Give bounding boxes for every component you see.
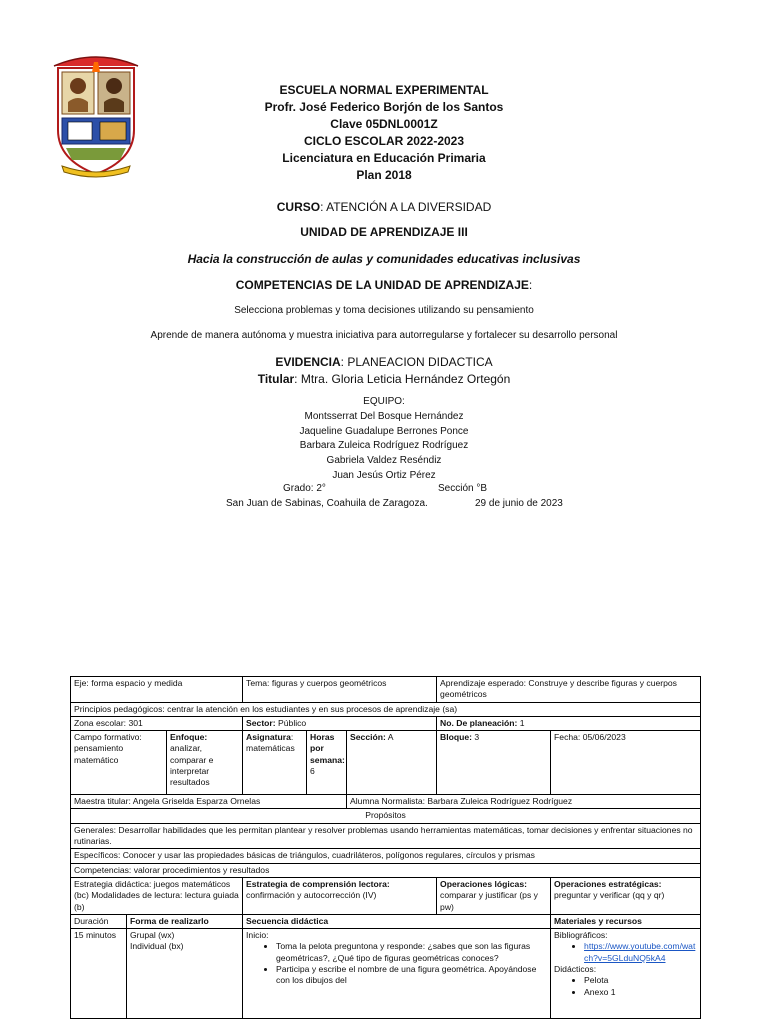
course-label: CURSO — [276, 200, 321, 214]
seccion-value: A — [385, 732, 394, 743]
cell-fecha: Fecha: 05/06/2023 — [551, 731, 701, 795]
cell-competencias: Competencias: valorar procedimientos y resultados — [71, 863, 701, 877]
bloque-label: Bloque: — [440, 732, 473, 743]
inicio-label: Inicio: — [246, 930, 269, 941]
cell-zona: Zona escolar: 301 — [71, 716, 243, 730]
cell-comprension — [243, 877, 437, 914]
school-director: Profr. José Federico Borjón de los Santos — [264, 100, 504, 114]
cell-generales: Generales: Desarrollar habilidades que les permitan plantear y resolver problemas usando herramientas matemáticas, tomar decisiones y enfrentar situaciones no rutinarias. — [71, 823, 701, 849]
comprension-value: confirmación y autocorrección (IV) — [246, 890, 377, 901]
youtube-link[interactable]: https://www.youtube.com/watch?v=5GLduNQ5kA4 — [584, 941, 696, 963]
school-cycle: CICLO ESCOLAR 2022-2023 — [303, 134, 465, 148]
cell-op-logicas — [437, 877, 551, 914]
list-item — [584, 941, 697, 964]
cell-maestra: Maestra titular: Angela Griselda Esparza Ornelas — [71, 795, 347, 809]
oplogicas-value: comparar y justificar (ps y pw) — [440, 890, 538, 912]
asignatura-label: Asignatura — [246, 732, 291, 743]
competencies-title-text: COMPETENCIAS DE LA UNIDAD DE APRENDIZAJE — [235, 278, 529, 292]
team-block — [0, 395, 768, 484]
plan-year: Plan 2018 — [356, 168, 412, 182]
evidence-label: EVIDENCIA — [275, 355, 341, 369]
col-duracion: Duración — [71, 914, 127, 928]
cell-propositos: Propósitos — [71, 809, 701, 823]
secuencia-item: • Toma la pelota preguntona y responde: ¿sabes que son las figuras geométricas?, ¿Qué tipo de figuras geométricas conoces? — [276, 941, 547, 964]
horas-value: 6 — [310, 766, 315, 777]
grade: Grado: 2° — [283, 483, 326, 494]
comprension-label: Estrategia de comprensión lectora: — [246, 878, 390, 889]
col-materiales-text: Materiales y recursos — [554, 915, 642, 926]
col-forma-text: Forma de realizarlo — [130, 915, 209, 926]
competency-2: Aprende de manera autónoma y muestra iniciativa para autorregularse y fortalecer su desarrollo personal — [150, 330, 618, 341]
cell-no-planeacion — [437, 716, 701, 730]
teacher-value: : Mtra. Gloria Leticia Hernández Ortegón — [294, 372, 511, 386]
teacher-line — [0, 372, 768, 386]
oplogicas-label: Operaciones lógicas: — [440, 878, 527, 889]
col-secuencia — [243, 914, 551, 928]
enfoque-label: Enfoque: — [170, 732, 208, 743]
planning-table — [70, 676, 701, 1019]
col-forma — [127, 914, 243, 928]
opestrategicas-value: preguntar y verificar (qq y qr) — [554, 890, 665, 901]
cell-seccion — [347, 731, 437, 795]
school-key: Clave 05DNL0001Z — [330, 117, 438, 131]
place: San Juan de Sabinas, Coahuila de Zaragoza. — [226, 498, 428, 509]
cell-forma — [127, 929, 243, 1019]
horas-label: Horas por semana: — [310, 732, 345, 765]
course-line — [0, 200, 768, 214]
opestrategicas-label: Operaciones estratégicas: — [554, 878, 662, 889]
evidence-value: : PLANEACION DIDACTICA — [340, 355, 493, 369]
cell-asignatura — [243, 731, 307, 795]
cell-estrategia: Estrategia didáctica: juegos matemáticos (bc) Modalidades de lectura: lectura guiada (b) — [71, 877, 243, 914]
forma-individual: Individual (bx) — [130, 941, 184, 952]
cell-duracion: 15 minutos — [71, 929, 127, 1019]
cell-secuencia — [243, 929, 551, 1019]
col-materiales — [551, 914, 701, 928]
forma-grupal: Grupal (wx) — [130, 930, 175, 941]
school-header — [0, 82, 768, 184]
team-member: Barbara Zuleica Rodríguez Rodríguez — [299, 440, 469, 452]
evidence-line — [0, 355, 768, 369]
sector-value: Público — [275, 717, 307, 728]
cell-bloque — [437, 731, 551, 795]
competencies-title — [0, 278, 768, 292]
team-member: Juan Jesús Ortiz Pérez — [332, 469, 436, 481]
cell-materiales — [551, 929, 701, 1019]
enfoque-value: analizar, comparar e interpretar resultados — [170, 743, 214, 788]
didactico-item: • Anexo 1 — [584, 987, 697, 998]
secuencia-item: • Participa y escribe el nombre de una figura geométrica. Apoyándose con los dibujos del — [276, 964, 547, 987]
cell-enfoque — [167, 731, 243, 795]
cell-sector — [243, 716, 437, 730]
bloque-value: 3 — [472, 732, 480, 743]
bibliograficos-label: Bibliográficos: — [554, 930, 608, 941]
course-value: : ATENCIÓN A LA DIVERSIDAD — [320, 200, 492, 214]
unit-title: UNIDAD DE APRENDIZAJE III — [300, 225, 468, 239]
date: 29 de junio de 2023 — [475, 498, 563, 509]
teacher-label: Titular — [257, 372, 295, 386]
cell-eje: Eje: forma espacio y medida — [71, 677, 243, 703]
cell-campo: Campo formativo: pensamiento matemático — [71, 731, 167, 795]
school-name: ESCUELA NORMAL EXPERIMENTAL — [279, 83, 489, 97]
team-member: Jaqueline Guadalupe Berrones Ponce — [299, 425, 469, 437]
team-member: Montsserrat Del Bosque Hernández — [304, 410, 464, 422]
no-plan-value: 1 — [517, 717, 525, 728]
col-secuencia-text: Secuencia didáctica — [246, 915, 329, 926]
didactico-item: • Pelota — [584, 975, 697, 986]
degree-name: Licenciatura en Educación Primaria — [282, 151, 486, 165]
no-plan-label: No. De planeación: — [440, 717, 518, 728]
cell-principios: Principios pedagógicos: centrar la atención en los estudiantes y en sus procesos de aprendizaje (sa) — [71, 702, 701, 716]
cell-aprendizaje: Aprendizaje esperado: Construye y describe figuras y cuerpos geométricos — [437, 677, 701, 703]
cell-horas — [307, 731, 347, 795]
seccion-label: Sección: — [350, 732, 386, 743]
asignatura-value: : matemáticas — [246, 732, 295, 754]
competencies-title-suffix: : — [528, 278, 533, 292]
competency-1: Selecciona problemas y toma decisiones utilizando su pensamiento — [234, 305, 534, 316]
section: Sección °B — [438, 483, 488, 494]
unit-subtitle: Hacia la construcción de aulas y comunidades educativas inclusivas — [187, 252, 581, 266]
sector-label: Sector: — [246, 717, 276, 728]
cell-op-estrategicas — [551, 877, 701, 914]
didacticos-label: Didácticos: — [554, 964, 597, 975]
cell-tema: Tema: figuras y cuerpos geométricos — [243, 677, 437, 703]
cell-especificos: Específicos: Conocer y usar las propiedades básicas de triángulos, cuadriláteros, polígonos regulares, círculos y prismas — [71, 849, 701, 863]
cell-alumna: Alumna Normalista: Barbara Zuleica Rodríguez Rodríguez — [347, 795, 701, 809]
team-member: Gabriela Valdez Reséndiz — [326, 455, 442, 467]
team-title: EQUIPO: — [363, 396, 405, 407]
